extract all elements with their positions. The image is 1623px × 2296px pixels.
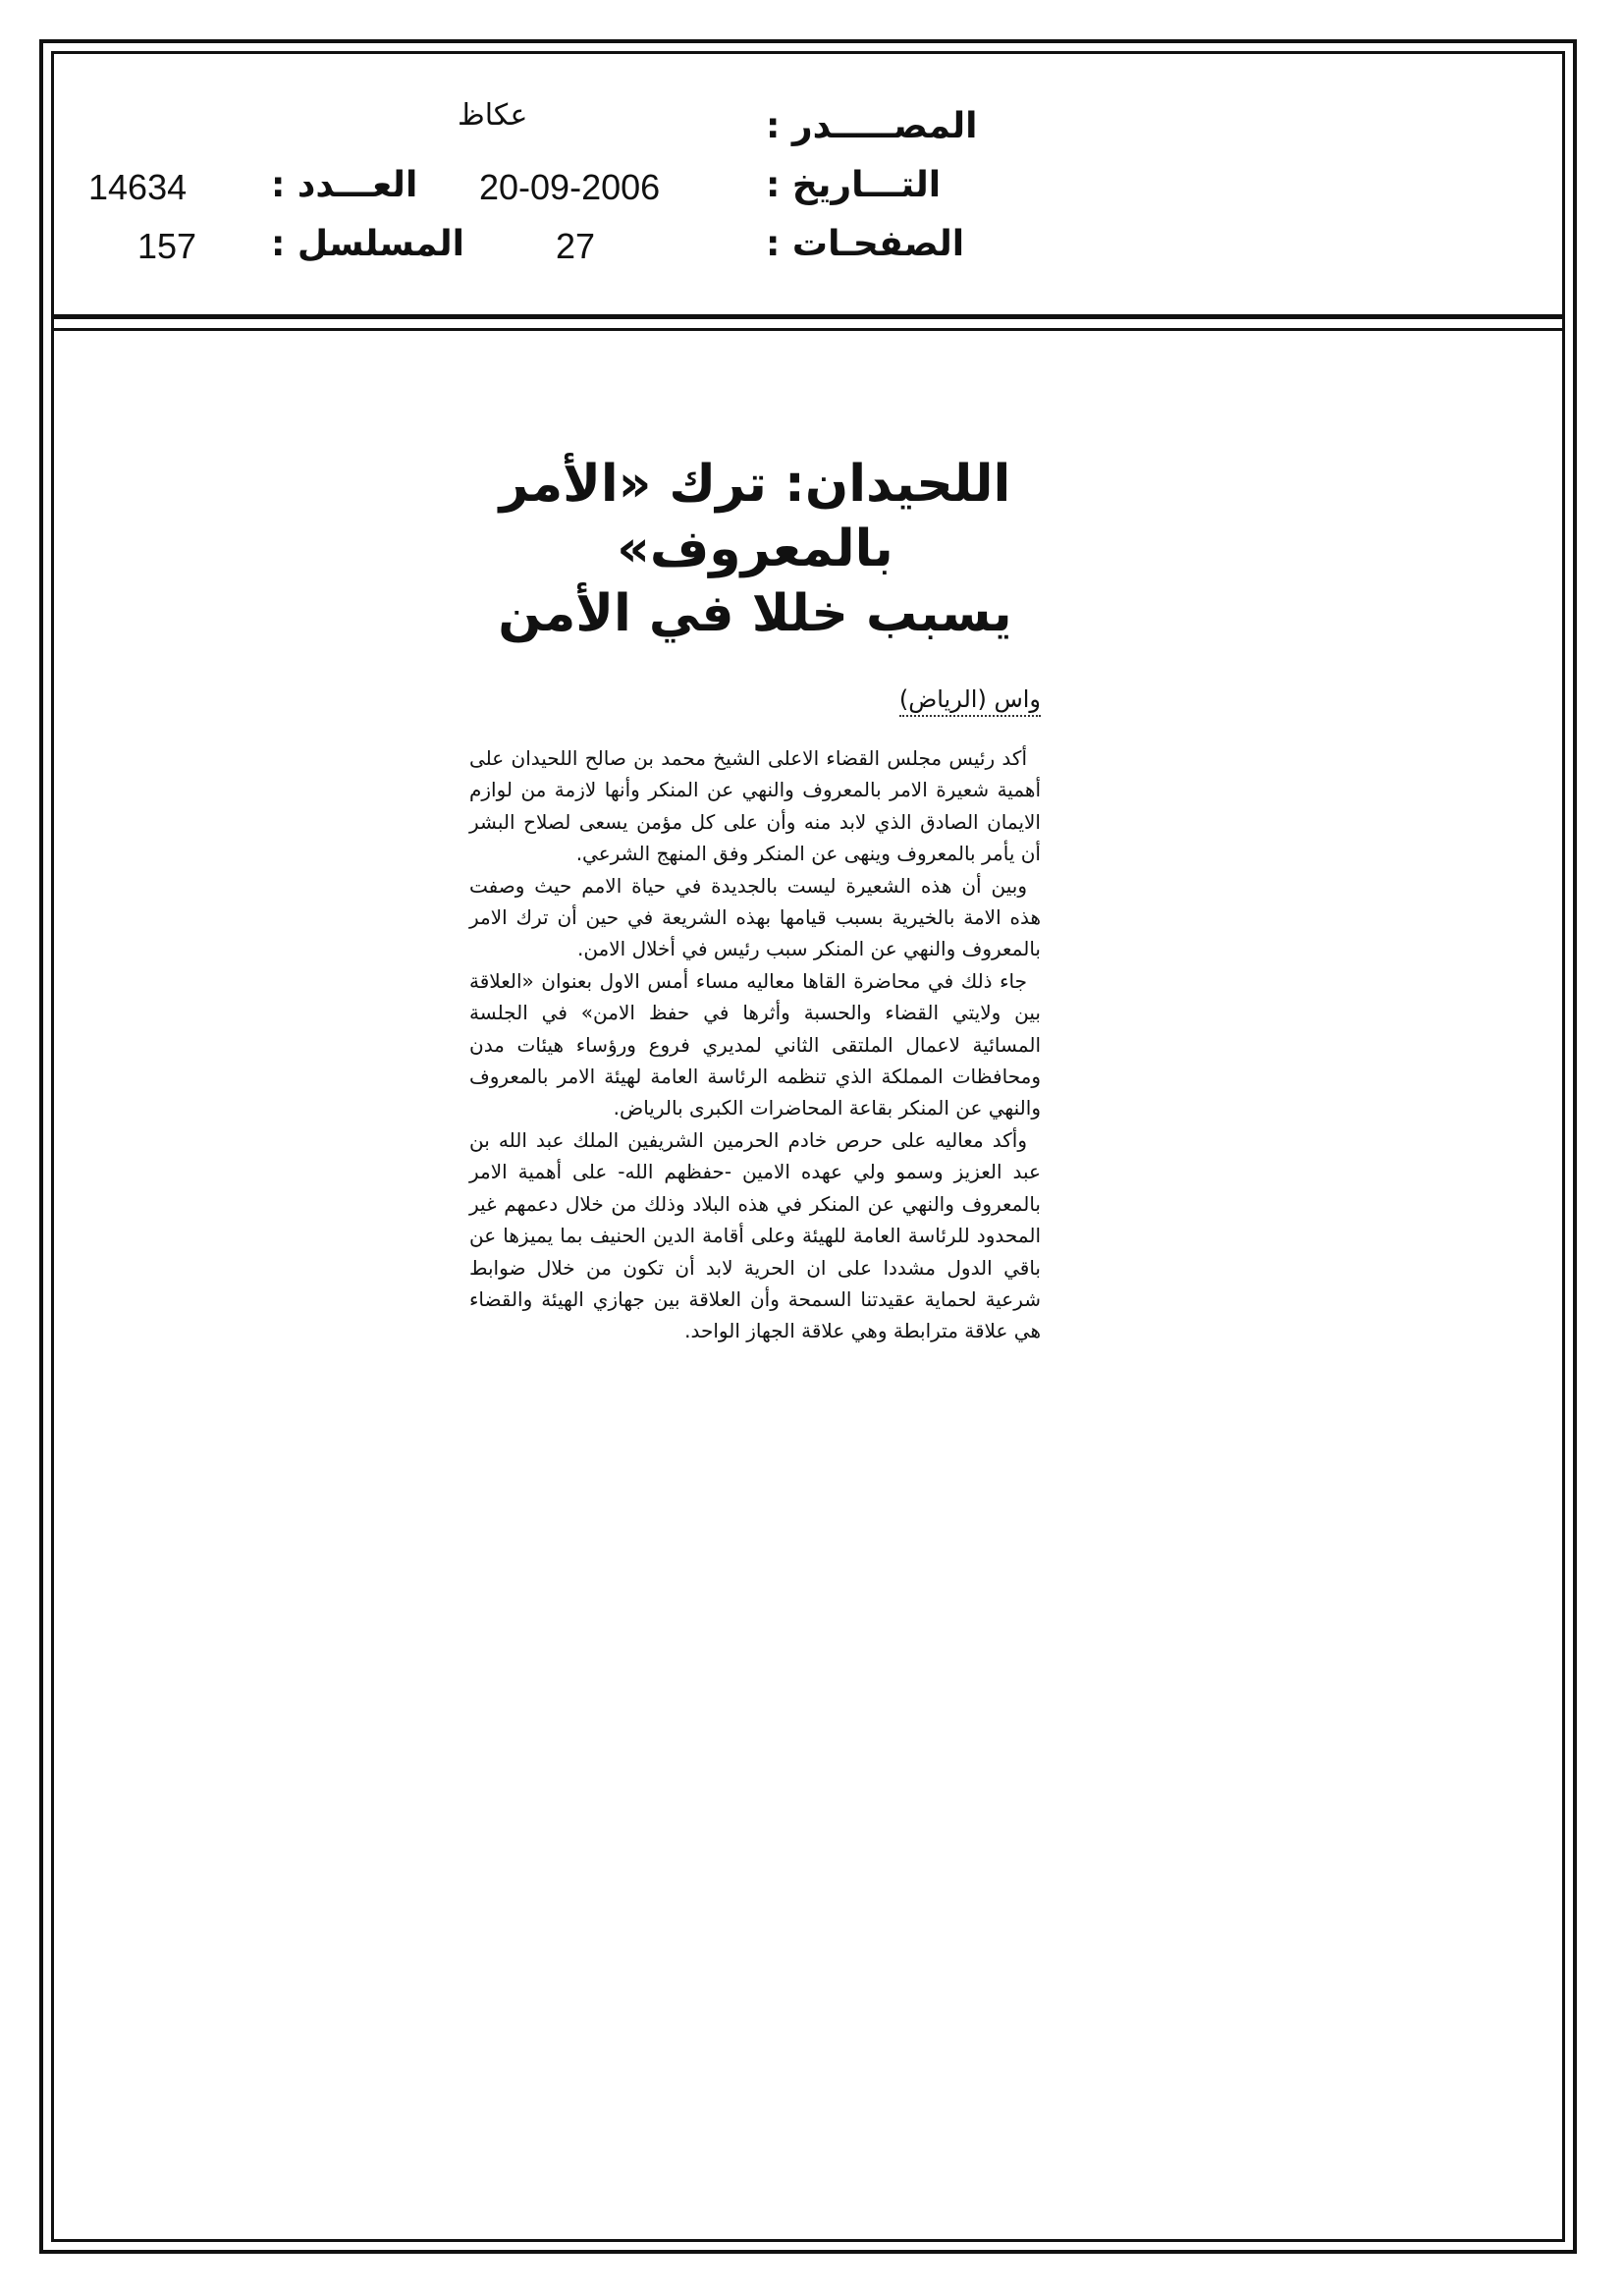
header-divider-thin [51, 328, 1565, 331]
header-divider [51, 314, 1565, 319]
article-paragraph: أكد رئيس مجلس القضاء الاعلى الشيخ محمد بن صالح اللحيدان على أهمية شعيرة الامر بالمعروف والنهي عن المنكر وأنها لازمة من لوازم الايمان الصادق الذي لابد منه وأن على كل مؤمن يسعى لصلاح البشر أن يأمر بالمعروف وينهى عن المنكر وفق المنهج الشرعي. [469, 746, 1041, 866]
article [469, 452, 1041, 1347]
pages-label: الصفحـات : [766, 224, 965, 264]
article-byline: واس (الرياض) [899, 685, 1041, 717]
issue-label: العـــدد : [271, 165, 418, 205]
article-paragraph: وبين أن هذه الشعيرة ليست بالجديدة في حياة الامم حيث وصفت هذه الامة بالخيرية بسبب قيامها بهذه الشريعة في حين أن ترك الامر بالمعروف والنهي عن المنكر سبب رئيس في أخلال الامن. [469, 873, 1041, 961]
pages-value: 27 [556, 226, 596, 266]
headline-line-2: يسبب خللا في الأمن [498, 584, 1012, 643]
headline-line-1: اللحيدان: ترك «الأمر بالمعروف» [499, 455, 1011, 578]
article-paragraph: جاء ذلك في محاضرة القاها معاليه مساء أمس الاول بعنوان «العلاقة بين ولايتي القضاء والحسبة وأثرها في حفظ الامن» في الجلسة المسائية لاعمال الملتقى الثاني لمديري فروع ورؤساء هيئات مدن ومحافظات المملكة الذي تنظمه الرئاسة العامة لهيئة الامر بالمعروف والنهي عن المنكر بقاعة المحاضرات الكبرى بالرياض. [469, 968, 1041, 1121]
serial-value: 157 [137, 226, 197, 266]
issue-value: 14634 [88, 167, 188, 207]
source-label: المصـــــدر : [766, 106, 978, 146]
source-value: عكاظ [458, 98, 528, 133]
article-body [469, 742, 1041, 1347]
article-paragraph: وأكد معاليه على حرص خادم الحرمين الشريفين الملك عبد الله بن عبد العزيز وسمو ولي عهده الامين -حفظهم الله- على أهمية الامر بالمعروف والنهي عن المنكر في هذه البلاد وذلك من خلال دعمهم غير المحدود للرئاسة العامة للهيئة وعلى أقامة الدين الحنيف بما يميزها عن باقي الدول مشددا على ان الحرية لابد أن تكون من خلال ضوابط شرعية لحماية عقيدتنا السمحة وأن العلاقة بين جهازي الهيئة والقضاء هي علاقة مترابطة وهي علاقة الجهاز الواحد. [469, 1127, 1041, 1343]
date-label: التـــاريخ : [766, 165, 942, 205]
date-value: 20-09-2006 [479, 167, 661, 207]
article-headline [469, 452, 1041, 646]
serial-label: المسلسل : [271, 224, 465, 264]
